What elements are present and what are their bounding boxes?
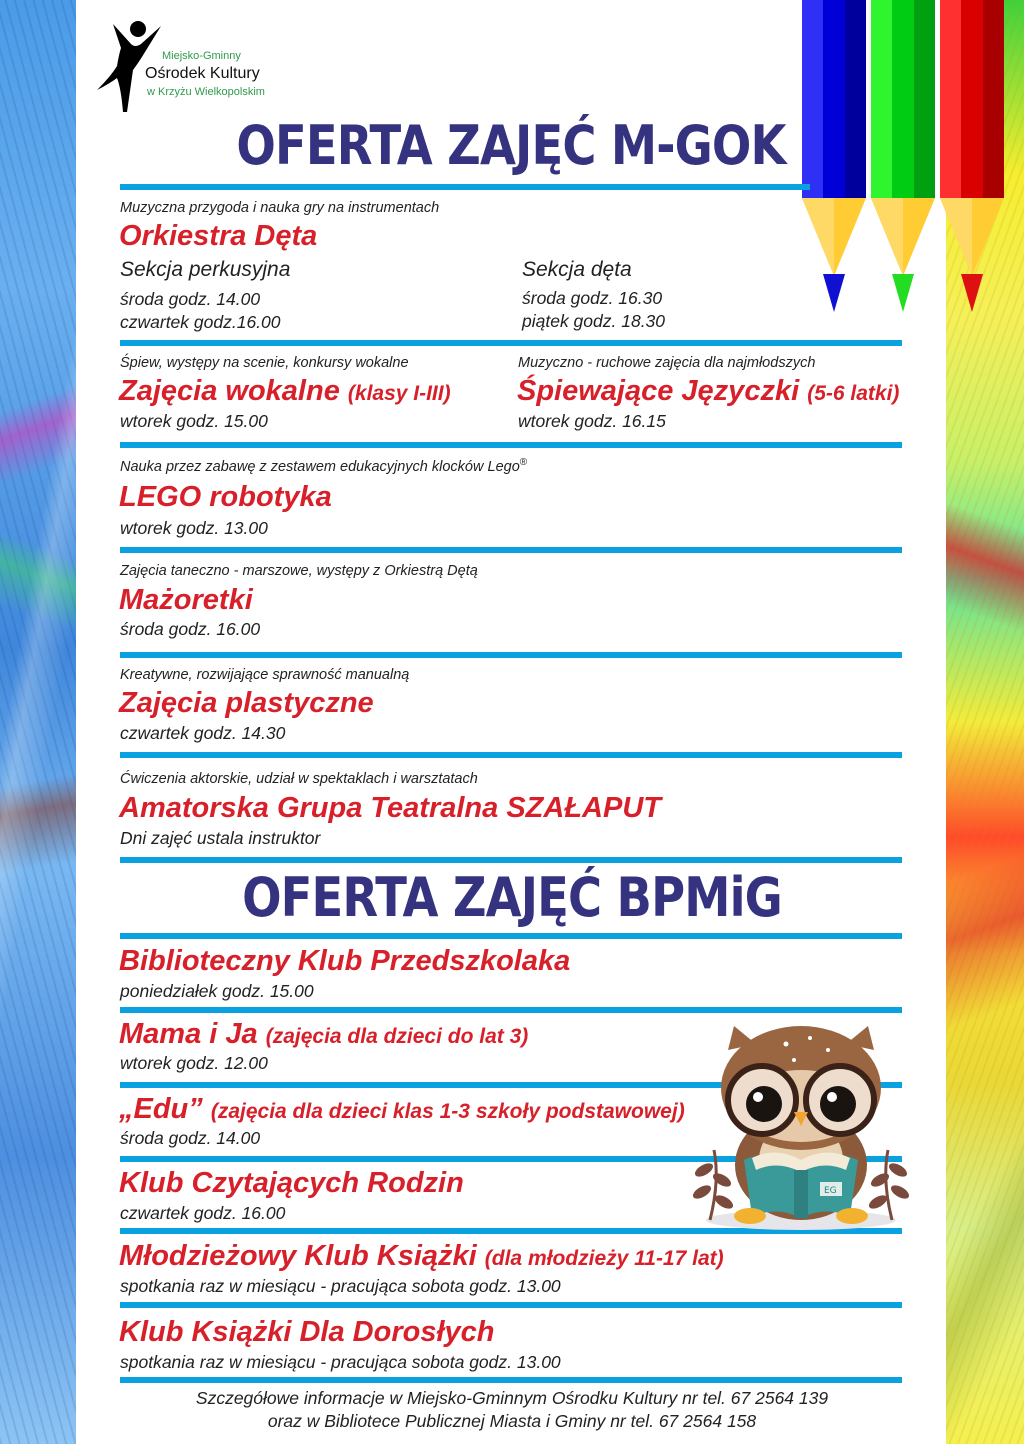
jezyczki-label: Muzyczno - ruchowe zajęcia dla najmłodszych	[518, 355, 816, 371]
mazoretki-time: środa godz. 16.00	[120, 619, 261, 639]
teatr-label: Ćwiczenia aktorskie, udział w spektaklach i warsztatach	[120, 771, 478, 787]
plastyczne-label: Kreatywne, rozwijające sprawność manualną	[120, 667, 410, 683]
wokalne-label: Śpiew, występy na scenie, konkursy wokalne	[120, 355, 409, 371]
orkiestra-title: Orkiestra Dęta	[119, 220, 318, 252]
bpmig-item-title: „Edu” (zajęcia dla dzieci klas 1-3 szkoły podstawowej)	[119, 1093, 685, 1125]
bpmig-item-title: Biblioteczny Klub Przedszkolaka	[119, 945, 571, 977]
divider	[120, 933, 902, 939]
mazoretki-title: Mażoretki	[119, 584, 253, 616]
wokalne-time: wtorek godz. 15.00	[120, 411, 268, 431]
sekcja-deta-heading: Sekcja dęta	[522, 258, 632, 281]
sekcja-perkusyjna-heading: Sekcja perkusyjna	[120, 258, 291, 281]
mgok-logo	[95, 18, 285, 113]
bpmig-item-time: spotkania raz w miesiącu - pracująca sobota godz. 13.00	[120, 1276, 561, 1296]
bpmig-item-title: Klub Książki Dla Dorosłych	[119, 1316, 495, 1348]
teatr-time: Dni zajęć ustala instruktor	[120, 828, 321, 848]
divider	[120, 340, 902, 346]
bpmig-item-time: poniedziałek godz. 15.00	[120, 981, 314, 1001]
heading-mgok: OFERTA ZAJĘĆ M-GOK	[236, 114, 786, 177]
bpmig-item-time: wtorek godz. 12.00	[120, 1053, 268, 1073]
divider	[120, 652, 902, 658]
teatr-title: Amatorska Grupa Teatralna SZAŁAPUT	[119, 792, 661, 824]
bpmig-item-time: środa godz. 14.00	[120, 1128, 261, 1148]
divider	[120, 1007, 902, 1013]
deta-time-2: piątek godz. 18.30	[522, 311, 666, 331]
jezyczki-time: wtorek godz. 16.15	[518, 411, 666, 431]
divider	[120, 1377, 902, 1383]
perkusyjna-time-1: środa godz. 14.00	[120, 289, 261, 309]
jezyczki-title: Śpiewające Języczki (5-6 latki)	[517, 375, 900, 407]
footer-contact-line-2: oraz w Bibliotece Publicznej Miasta i Gminy nr tel. 67 2564 158	[267, 1411, 757, 1431]
footer-contact-line-1: Szczegółowe informacje w Miejsko-Gminnym Ośrodku Kultury nr tel. 67 2564 139	[195, 1388, 829, 1408]
bpmig-item-time: czwartek godz. 16.00	[120, 1203, 286, 1223]
perkusyjna-time-2: czwartek godz.16.00	[120, 312, 281, 332]
plastyczne-title: Zajęcia plastyczne	[119, 687, 374, 719]
mazoretki-label: Zajęcia taneczno - marszowe, występy z Orkiestrą Dętą	[120, 563, 478, 579]
logo-line-3: w Krzyżu Wielkopolskim	[147, 86, 265, 98]
lego-title: LEGO robotyka	[119, 481, 332, 513]
divider	[120, 752, 902, 758]
wokalne-title: Zajęcia wokalne (klasy I-III)	[119, 375, 451, 407]
plastyczne-time: czwartek godz. 14.30	[120, 723, 286, 743]
divider	[120, 857, 902, 863]
bpmig-item-title: Klub Czytających Rodzin	[119, 1167, 464, 1199]
heading-bpmig: OFERTA ZAJĘĆ BPMiG	[242, 866, 782, 929]
decorative-paint-strip-left	[0, 0, 76, 1444]
divider	[120, 442, 902, 448]
deta-time-1: środa godz. 16.30	[522, 288, 663, 308]
lego-label: Nauka przez zabawę z zestawem edukacyjnych klocków Lego®	[120, 457, 528, 475]
bpmig-item-time: spotkania raz w miesiącu - pracująca sobota godz. 13.00	[120, 1352, 561, 1372]
owl-reading-book-illustration	[690, 1020, 912, 1232]
svg-text:EG: EG	[824, 1186, 837, 1196]
divider	[120, 184, 810, 190]
logo-line-1: Miejsko-Gminny	[162, 50, 241, 62]
orkiestra-label: Muzyczna przygoda i nauka gry na instrumentach	[120, 200, 440, 216]
lego-time: wtorek godz. 13.00	[120, 518, 268, 538]
divider	[120, 1302, 902, 1308]
bpmig-item-title: Młodzieżowy Klub Książki (dla młodzieży 11-17 lat)	[119, 1240, 724, 1272]
bpmig-item-title: Mama i Ja (zajęcia dla dzieci do lat 3)	[119, 1018, 529, 1050]
logo-line-2: Ośrodek Kultury	[145, 65, 260, 82]
divider	[120, 547, 902, 553]
